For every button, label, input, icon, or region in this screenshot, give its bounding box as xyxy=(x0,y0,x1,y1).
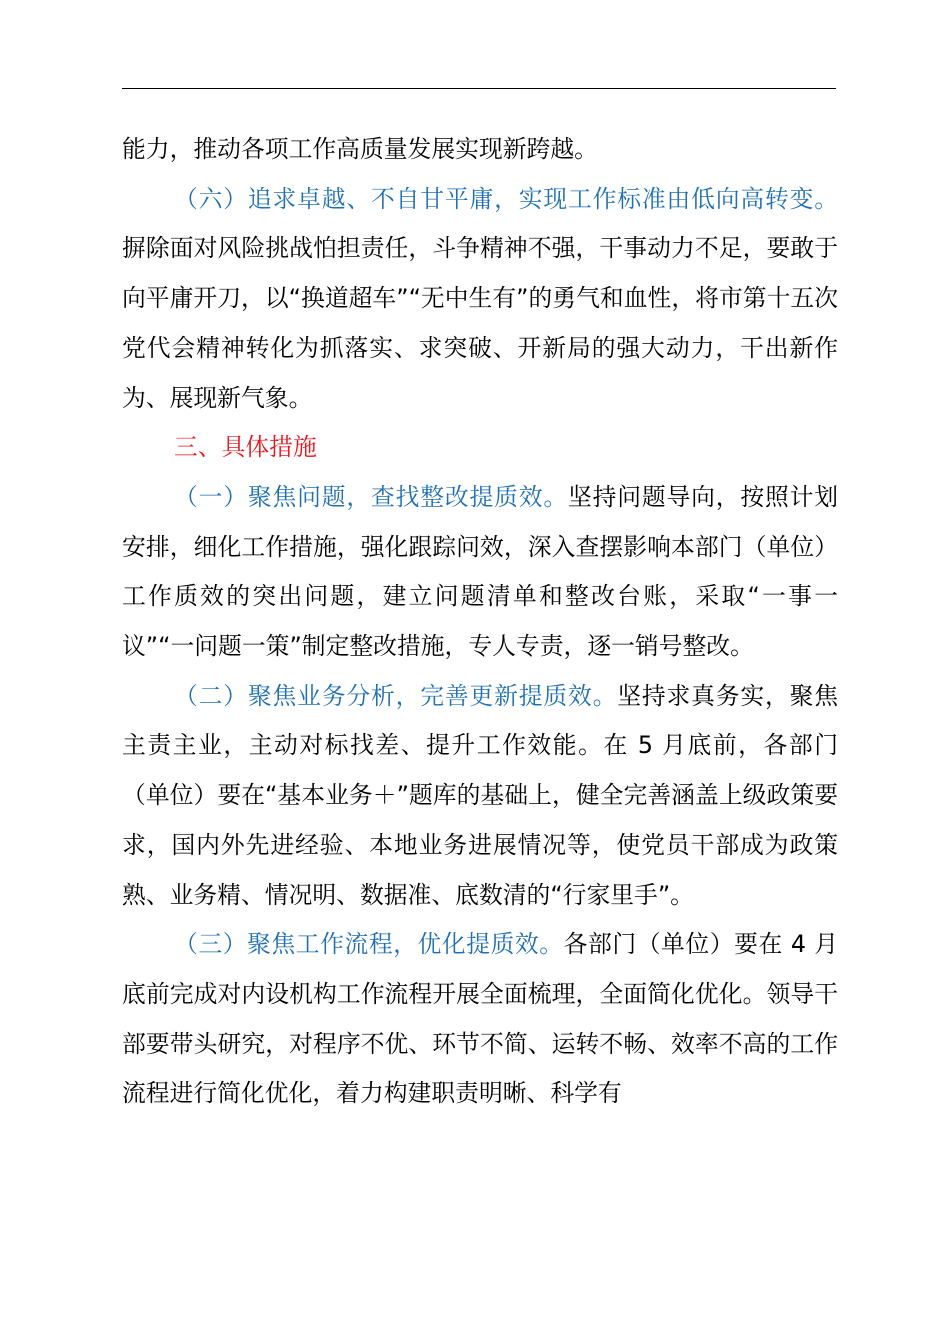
paragraph-continuation xyxy=(122,125,838,175)
subheading-one: （一）聚焦问题，查找整改提质效。 xyxy=(174,482,568,511)
paragraph-six xyxy=(122,175,838,424)
paragraph-text: 坚持问题导向，按照计划安排，细化工作措施，强化跟踪问效，深入查摆影响本部门（单位）工作质效的突出问题，建立问题清单和整改台账，采取“一事一议”“一问题一策”制定整改措施，专人专责，逐一销号整改。 xyxy=(122,482,839,661)
subheading-six: （六）追求卓越、不自甘平庸，实现工作标准由低向高转变。 xyxy=(174,184,838,213)
paragraph-text: 各部门（单位）要在 4 月底前完成对内设机构工作流程开展全面梳理，全面简化优化。领导干部要带头研究，对程序不优、环节不简、运转不畅、效率不高的工作流程进行简化优化，着力构建职责明晰、科学有 xyxy=(122,930,838,1108)
subheading-two: （二）聚焦业务分析，完善更新提质效。 xyxy=(174,681,618,710)
subheading-three: （三）聚焦工作流程，优化提质效。 xyxy=(174,930,564,959)
paragraph-measure-two xyxy=(122,672,838,921)
header-rule xyxy=(122,88,836,89)
paragraph-text: 能力，推动各项工作高质量发展实现新跨越。 xyxy=(122,135,598,163)
document-body xyxy=(122,125,838,1119)
section-title-measures: 三、具体措施 xyxy=(174,433,317,462)
paragraph-text: 坚持求真务实，聚焦主责主业，主动对标找差、提升工作效能。在 5 月底前，各部门（单位）要在“基本业务＋”题库的基础上，健全完善涵盖上级政策要求，国内外先进经验、本地业务进展情况等，使党员干部成为政策熟、业务精、情况明、数据准、底数清的“行家里手”。 xyxy=(122,681,839,909)
paragraph-measure-three xyxy=(122,920,838,1119)
paragraph-measure-one xyxy=(122,473,838,672)
section-heading xyxy=(122,423,838,473)
paragraph-text: 摒除面对风险挑战怕担责任，斗争精神不强，干事动力不足，要敢于向平庸开刀，以“换道超车”“无中生有”的勇气和血性，将市第十五次党代会精神转化为抓落实、求突破、开新局的强大动力，干出新作为、展现新气象。 xyxy=(122,234,838,412)
